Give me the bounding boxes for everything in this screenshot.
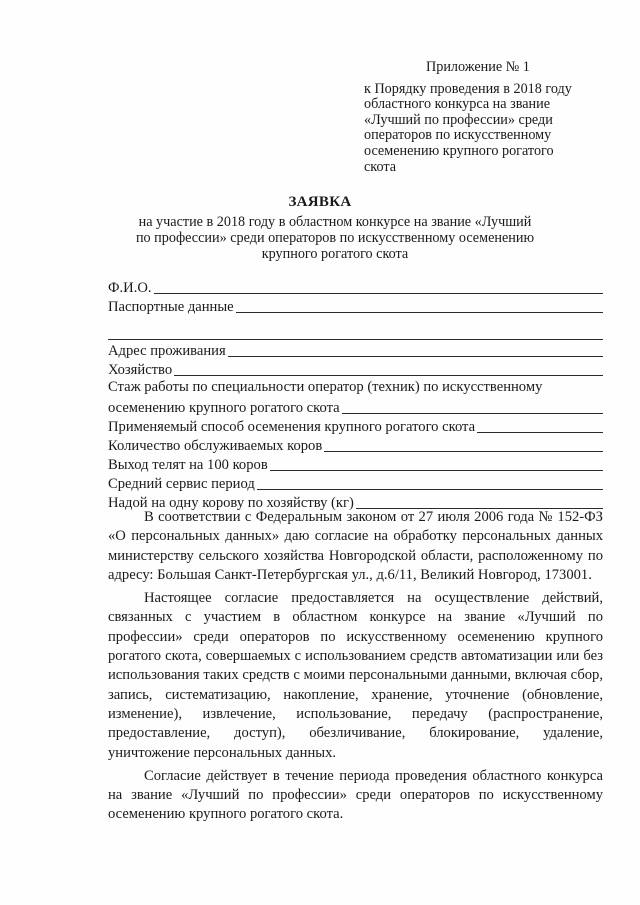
farm-field[interactable] xyxy=(174,362,603,376)
method-field[interactable] xyxy=(477,419,603,433)
subtitle-line: крупного рогатого скота xyxy=(261,245,409,262)
milk-field[interactable] xyxy=(356,495,603,509)
farm-label: Хозяйство xyxy=(108,362,173,378)
passport-row xyxy=(108,297,603,316)
passport-field[interactable] xyxy=(236,299,603,313)
calves-row xyxy=(108,455,603,474)
consent-paragraph: Согласие действует в течение периода проведения областного конкурса на звание «Лучший по профессии» среди операторов по искусственному осеменению крупного рогатого скота. xyxy=(108,767,603,823)
consent-paragraph: В соответствии с Федеральным законом от 27 июля 2006 года № 152-ФЗ «О персональных данных» даю согласие на обработку персональных данных министерству сельского хозяйства Новгородской области, расположенному по адресу: Большая Санкт-Петербургская ул., д.6/11, Великий Новгород, 173001. xyxy=(108,509,603,583)
passport-field-continued[interactable] xyxy=(108,316,603,340)
document-subtitle xyxy=(120,215,550,262)
cows-field[interactable] xyxy=(324,438,603,452)
service-label: Средний сервис период xyxy=(108,476,255,492)
appendix-line: скота xyxy=(364,158,397,175)
subtitle-line: по профессии» среди операторов по искусственному осеменению xyxy=(135,229,535,246)
address-row xyxy=(108,341,603,360)
experience-row xyxy=(108,398,603,417)
application-form xyxy=(108,278,603,512)
appendix-line: осеменению крупного рогатого xyxy=(364,142,554,159)
method-row xyxy=(108,417,603,436)
calves-label: Выход телят на 100 коров xyxy=(108,457,268,473)
cows-row xyxy=(108,436,603,455)
appendix-line: «Лучший по профессии» среди xyxy=(364,111,553,128)
farm-row xyxy=(108,360,603,379)
fio-field[interactable] xyxy=(154,280,603,294)
fio-label: Ф.И.О. xyxy=(108,280,152,296)
experience-label-line1: Стаж работы по специальности оператор (техник) по искусственному xyxy=(108,379,543,395)
method-label: Применяемый способ осеменения крупного рогатого скота xyxy=(108,419,476,435)
subtitle-line: на участие в 2018 году в областном конкурсе на звание «Лучший xyxy=(138,214,532,230)
consent-text xyxy=(108,508,603,829)
document-title: ЗАЯВКА xyxy=(288,194,352,210)
appendix-line: операторов по искусственному xyxy=(364,127,552,144)
experience-label-line2: осеменению крупного рогатого скота xyxy=(108,400,340,416)
fio-row xyxy=(108,278,603,297)
appendix-block xyxy=(364,60,610,175)
consent-paragraph: Настоящее согласие предоставляется на осуществление действий, связанных с участием в областном конкурсе на звание «Лучший по профессии» среди операторов по искусственному осеменению крупного рогатого скота, совершаемых с использованием средств автоматизации или без использования таких средств с моими персональными данными, включая сбор, запись, систематизацию, накопление, хранение, уточнение (обновление, изменение), извлечение, использование, передачу (распространение, предоставление, доступ), обезличивание, блокирование, удаление, уничтожение персональных данных. xyxy=(108,590,603,761)
address-field[interactable] xyxy=(228,343,603,357)
calves-field[interactable] xyxy=(270,457,603,471)
appendix-title: Приложение № 1 xyxy=(426,59,530,75)
service-field[interactable] xyxy=(257,476,603,490)
appendix-line: к Порядку проведения в 2018 году xyxy=(364,80,572,97)
experience-field[interactable] xyxy=(342,400,603,414)
passport-label: Паспортные данные xyxy=(108,299,234,315)
appendix-line: областного конкурса на звание xyxy=(364,96,551,113)
address-label: Адрес проживания xyxy=(108,343,226,359)
service-row xyxy=(108,474,603,493)
milk-label: Надой на одну корову по хозяйству (кг) xyxy=(108,495,354,511)
cows-label: Количество обслуживаемых коров xyxy=(108,438,323,454)
